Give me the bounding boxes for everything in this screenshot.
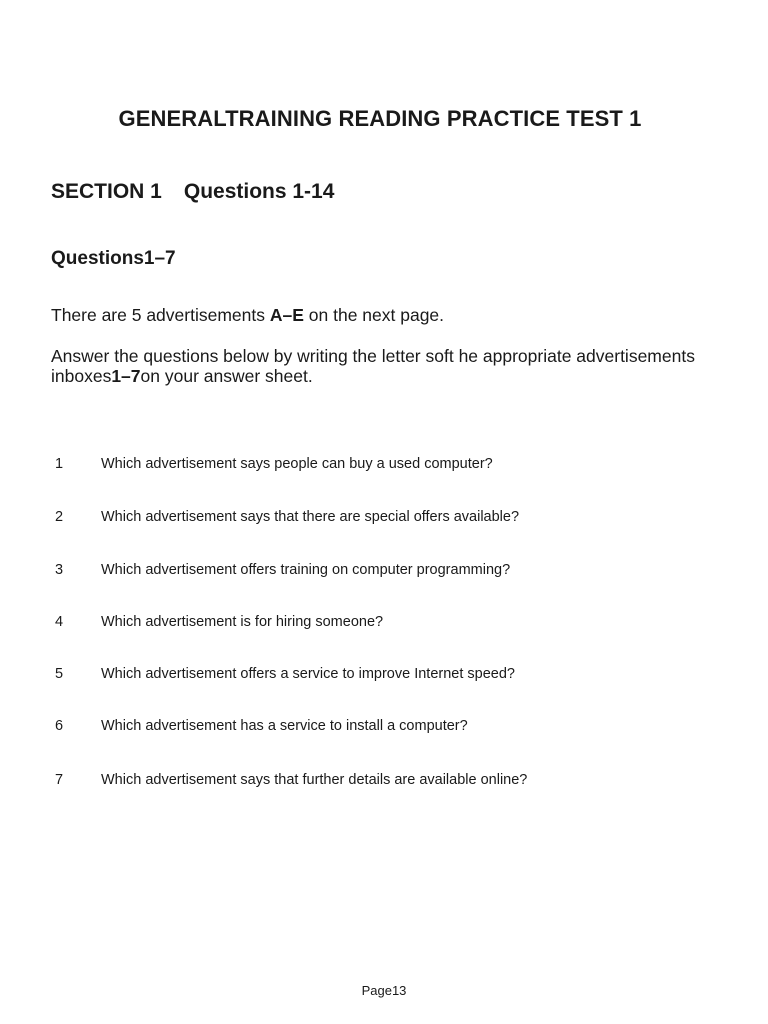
question-text: Which advertisement offers training on computer programming? (101, 562, 511, 578)
question-text: Which advertisement is for hiring someone? (101, 614, 384, 630)
instructions-paragraph (51, 346, 751, 386)
intro-paragraph (51, 305, 444, 325)
question-text: Which advertisement has a service to install a computer? (101, 718, 468, 734)
document-title: GENERALTRAINING READING PRACTICE TEST 1 (118, 106, 642, 131)
intro-text-bold: A–E (269, 305, 304, 325)
question-number: 6 (55, 718, 64, 734)
instructions-line1: Answer the questions below by writing the letter soft he appropriate advertisements (51, 346, 695, 366)
section-label: SECTION 1 (51, 180, 162, 203)
question-item (0, 666, 740, 688)
question-number: 2 (55, 509, 64, 525)
question-text: Which advertisement offers a service to improve Internet speed? (101, 666, 515, 682)
question-text: Which advertisement says people can buy a used computer? (101, 456, 493, 472)
instructions-line2-before: inboxes (51, 366, 112, 386)
question-number: 1 (55, 456, 64, 472)
question-item (0, 772, 740, 794)
question-number: 4 (55, 614, 64, 630)
question-number: 7 (55, 772, 64, 788)
section-heading (51, 180, 334, 204)
question-item (0, 456, 740, 478)
question-item (0, 614, 740, 636)
question-text: Which advertisement says that there are special offers available? (101, 509, 520, 525)
instructions-line2-bold: 1–7 (111, 366, 141, 386)
question-item (0, 718, 740, 740)
section-question-range: Questions 1-14 (183, 180, 335, 203)
question-number: 5 (55, 666, 64, 682)
instructions-line2-after: on your answer sheet. (140, 366, 313, 386)
intro-text-after: on the next page. (303, 305, 445, 325)
page-number: Page13 (361, 983, 407, 998)
question-item (0, 509, 740, 531)
intro-text-before: There are 5 advertisements (51, 305, 270, 325)
question-number: 3 (55, 562, 64, 578)
question-item (0, 562, 740, 584)
question-text: Which advertisement says that further details are available online? (101, 772, 528, 788)
questions-group-heading: Questions1–7 (51, 248, 176, 269)
